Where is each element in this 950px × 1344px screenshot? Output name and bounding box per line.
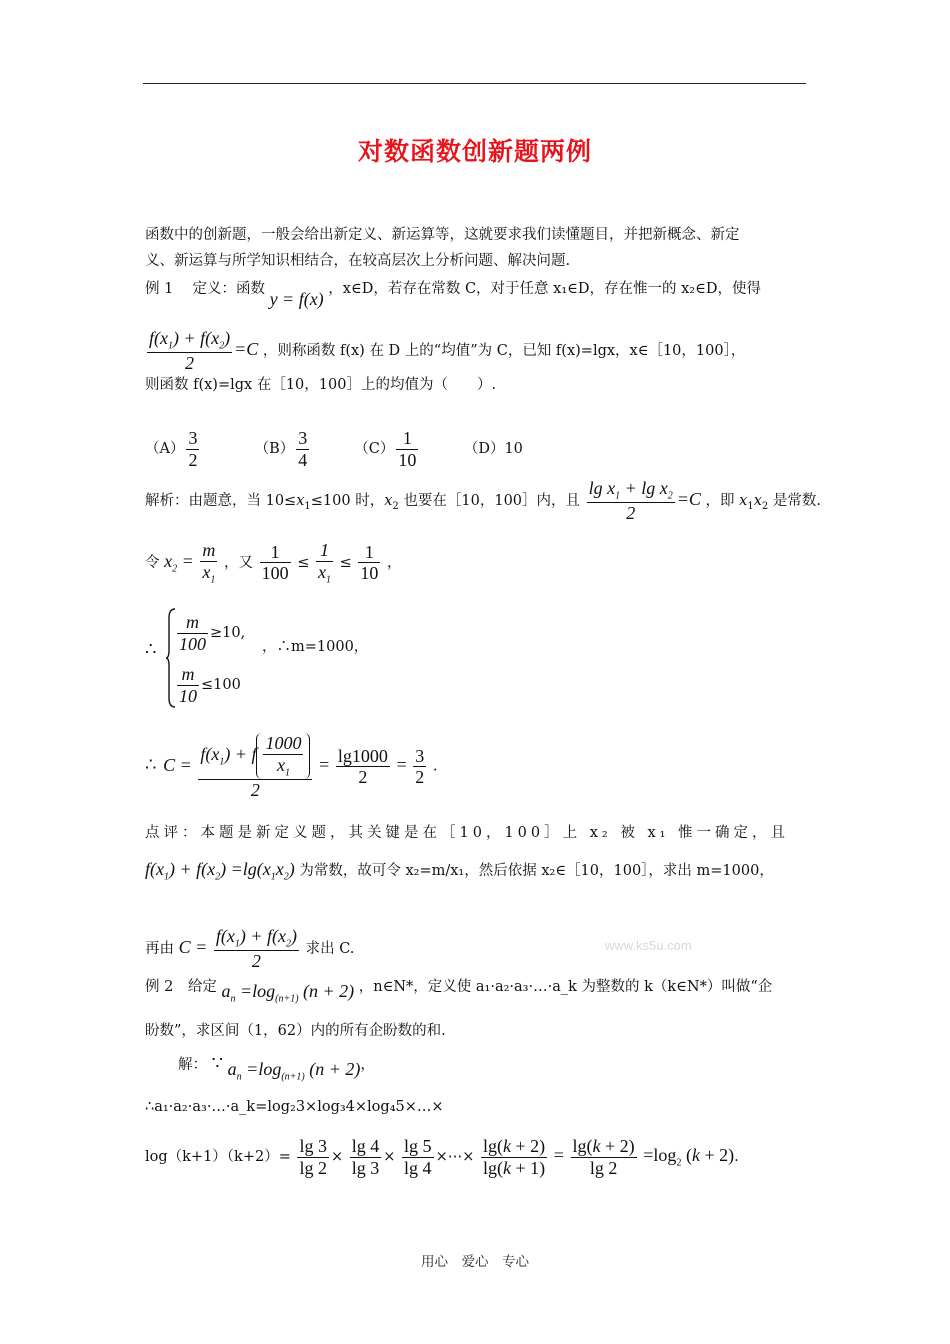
options-row (145, 428, 523, 470)
system-result: ，∴m=1000， (262, 639, 369, 655)
watermark: www.ks5u.com (605, 938, 692, 953)
page-footer: 用心 爱心 专心 (421, 1254, 529, 1270)
let-line: 令 $x_2$ = $\frac{m}{x_1}$ ，又 $\frac{1}{100}$ ≤ $\frac{1}{x_1}$ ≤ $\frac{1}{10}$ ， (145, 540, 402, 586)
page-title: 对数函数创新题两例 (357, 137, 592, 166)
c-fraction: $f(x_1) + f$ $\frac{1000}{x_1}$ 2 (198, 733, 312, 800)
system-row-1: $\frac{m}{100}$ ≥10, (179, 612, 246, 654)
header-rule (143, 83, 806, 84)
system-row-2: $\frac{m}{10}$ ≤100 (179, 664, 241, 706)
option-a: （A） $\frac{3}{2}$ (145, 428, 198, 470)
option-c: （C） $\frac{1}{10}$ (354, 428, 417, 470)
therefore-system: ∴ (145, 639, 157, 659)
solution2-line: 解： ∵ $a_n =\log_{(n+1)}$ (n + 2)， (178, 1053, 375, 1083)
comment-line-1: 点评：本题是新定义题，其关键是在［10，100］上 x₂ 被 x₁ 惟一确定，且 (145, 825, 790, 841)
mean-definition-line: $\frac{f(x_1) + f(x_2)}{2}$ =C ，则称函数 f(x) 在 D 上的“均值”为 C，已知 f(x)=lgx，x∈［10，100］， (149, 328, 746, 374)
intro-line-1: 函数中的创新题，一般会给出新定义、新运算等，这就要求我们读懂题目，并把新概念、新定 (145, 227, 740, 243)
example1-mid: ，x∈D，若存在常数 C，对于任意 x₁∈D，存在惟一的 x₂∈D，使得 (328, 281, 761, 297)
solution-line: 解析：由题意，当 $10\le x_1\le 100$ 时，$x_2$ 也要在［10，100］内，且 $\frac{\lg x_1 + \lg x_2}{2}$ =C ，即 $x_1x_2$ 是常数. (145, 478, 821, 524)
log-chain-line: log（k+1）（k+2）= $\frac{\lg 3}{\lg 2}$ × $\frac{\lg 4}{\lg 3}$ × $\frac{\lg 5}{\lg 4}$ ×⋯× $\frac{\lg(k + 2)}{\lg(k + 1)}$ = $\frac{\lg(k + 2)}{\lg 2}$ $=\log_2$ (k + 2). (145, 1136, 739, 1178)
comment-line-2: $f(x_1) + f(x_2) =\lg(x_1x_2)$ 为常数，故可令 x₂=m/x₁，然后依据 x₂∈［10，100］，求出 m=1000， (145, 859, 774, 883)
example1-head: 例 1 定义：函数 (145, 281, 265, 297)
mean-definition-text: ，则称函数 f(x) 在 D 上的“均值”为 C，已知 f(x)=lgx，x∈［10，100］， (262, 342, 746, 359)
formula-y-fx: y = f(x) (269, 289, 324, 309)
comment-line-3: 再由 C = $\frac{f(x_1) + f(x_2)}{2}$ 求出 C. (145, 926, 355, 972)
example2-line: 例 2 给定 $a_n =\log_{(n+1)}$ (n + 2) ，n∈N*，定义使 a₁·a₂·a₃·…·a_k 为整数的 k（k∈N*）叫做“企 (145, 979, 773, 1005)
comment-line-2-text: 为常数，故可令 x₂=m/x₁，然后依据 x₂∈［10，100］，求出 m=1000， (299, 863, 774, 879)
option-d: （D）10 (463, 441, 523, 458)
example1-line (145, 278, 761, 309)
c-computation: ∴ C = $f(x_1) + f$ $\frac{1000}{x_1}$ 2 = $\frac{\lg 1000}{2}$ = $\frac{3}{2}$ . (145, 733, 438, 800)
example1-question: 则函数 f(x)=lgx 在［10，100］上的均值为（ ）. (145, 377, 497, 393)
example2-line-2: 盼数”，求区间（1，62）内的所有企盼数的和. (145, 1023, 446, 1039)
option-b: （B） $\frac{3}{4}$ (254, 428, 308, 470)
mean-fraction: $\frac{f(x_1) + f(x_2)}{2}$ (149, 328, 231, 374)
product-line: ∴a₁·a₂·a₃·…·a_k=log₂3×log₃4×log₄5×…× (145, 1099, 444, 1115)
intro-line-2: 义、新运算与所学知识相结合，在较高层次上分析问题、解决问题. (145, 253, 571, 269)
